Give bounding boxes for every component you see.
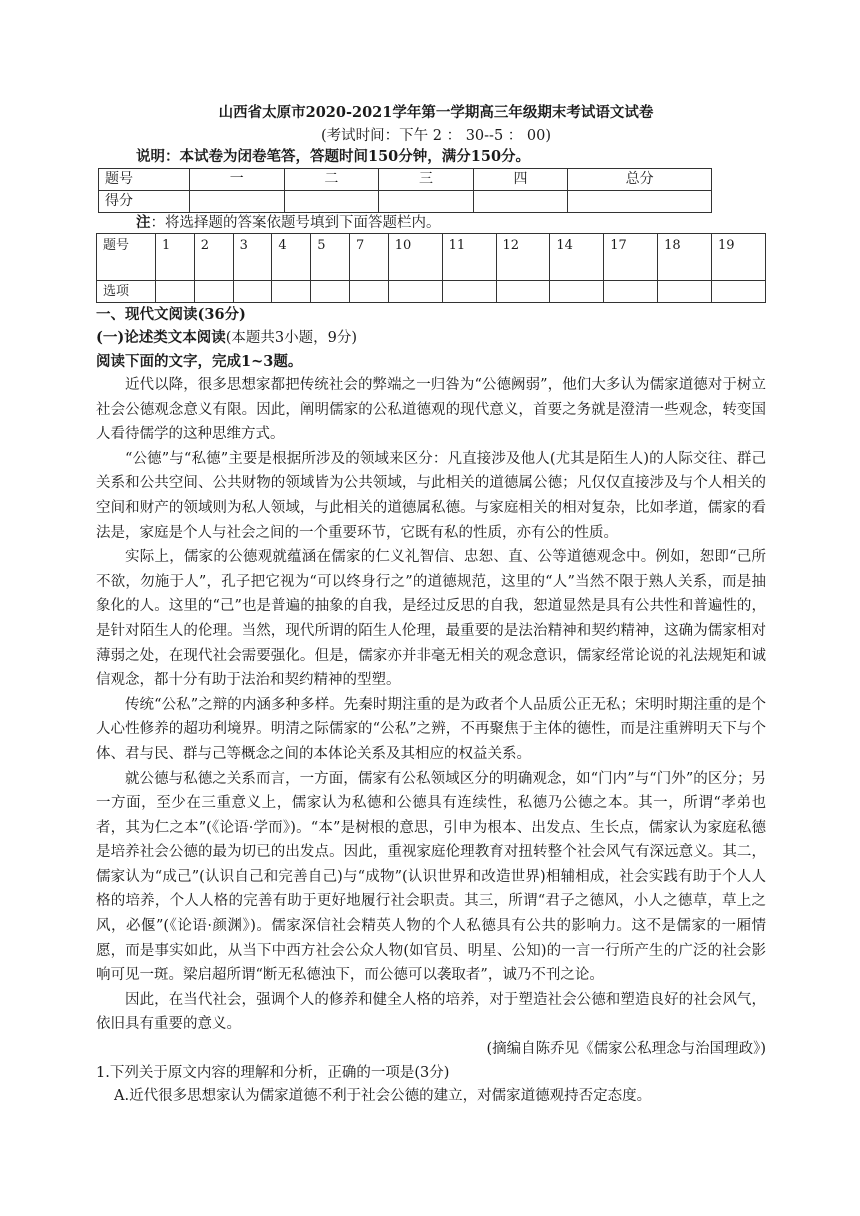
passage-paragraph: 因此，在当代社会，强调个人的修养和健全人格的培养，对于塑造社会公德和塑造良好的社会风气，依旧具有重要的意义。 — [96, 991, 766, 1033]
question-number-cell: 7 — [349, 234, 388, 281]
answer-cell[interactable] — [658, 281, 712, 303]
section-heading: 一、现代文阅读(36分) — [96, 306, 246, 323]
subsection-points: (本题共3小题，9分) — [225, 330, 357, 346]
answer-cell[interactable] — [388, 281, 442, 303]
passage-paragraph: 实际上，儒家的公德观就蕴涵在儒家的仁义礼智信、忠恕、直、公等道德观念中。例如，恕即“己所不欲，勿施于人”，孔子把它视为“可以终身行之”的道德规范，这里的“人”当然不限于熟人关系，而是抽象化的人。这里的“己”也是普遍的抽象的自我，是经过反思的自我，恕道显然是具有公共性和普遍性的，是针对陌生人的伦理。当然，现代所谓的陌生人伦理，最重要的是法治精神和契约精神，这确为儒家相对薄弱之处，在现代社会需要强化。但是，儒家亦并非毫无相关的观念意识，儒家经常论说的礼法规矩和诚信观念，都十分有助于法治和契约精神的型塑。 — [96, 549, 766, 689]
score-cell[interactable] — [473, 191, 568, 213]
score-header-cell: 题号 — [99, 169, 190, 191]
question-number-cell: 17 — [604, 234, 658, 281]
score-table-header-row — [99, 169, 712, 191]
reading-instruction: 阅读下面的文字，完成1~3题。 — [96, 353, 303, 370]
answer-cell[interactable] — [156, 281, 195, 303]
score-cell[interactable] — [284, 191, 379, 213]
question-option-a: A.近代很多思想家认为儒家道德不利于社会公德的建立，对儒家道德观持否定态度。 — [114, 1087, 652, 1104]
answer-cell[interactable] — [272, 281, 311, 303]
answer-note-text: ：将选择题的答案依题号填到下面答题栏内。 — [150, 215, 441, 231]
question-stem: 1.下列关于原文内容的理解和分析，正确的一项是(3分) — [96, 1064, 450, 1081]
answer-cell[interactable] — [604, 281, 658, 303]
passage-paragraph: 近代以降，很多思想家都把传统社会的弊端之一归咎为“公德阙弱”，他们大多认为儒家道德对于树立社会公德观念意义有限。因此，阐明儒家的公私道德观的现代意义，首要之务就是澄清一些观念，转变国人看待儒学的这种思维方式。 — [96, 377, 766, 443]
answer-table — [96, 233, 766, 303]
answer-table-option-row — [97, 281, 766, 303]
question-number-cell: 11 — [442, 234, 496, 281]
answer-row-label: 题号 — [97, 234, 156, 281]
score-header-cell: 总分 — [568, 169, 712, 191]
score-cell[interactable] — [379, 191, 474, 213]
score-header-cell: 四 — [473, 169, 568, 191]
subsection-title: (一)论述类文本阅读 — [96, 329, 226, 346]
exam-time: (考试时间：下午 2 ： 30--5 ： 00) — [320, 128, 551, 144]
question-number-cell: 14 — [550, 234, 604, 281]
answer-cell[interactable] — [442, 281, 496, 303]
answer-row-label: 选项 — [97, 281, 156, 303]
passage-paragraph: “公德”与“私德”主要是根据所涉及的领域来区分：凡直接涉及他人(尤其是陌生人)的人际交往、群己关系和公共空间、公共财物的领域皆为公共领域，与此相关的道德属公德；凡仅仅直接涉及与个人相关的空间和财产的领域则为私人领域，与此相关的道德属私德。与家庭相关的相对复杂，比如孝道，儒家的看法是，家庭是个人与社会之间的一个重要环节，它既有私的性质，亦有公的性质。 — [96, 450, 766, 541]
exam-page — [96, 100, 766, 1108]
answer-cell[interactable] — [311, 281, 350, 303]
question-number-cell: 18 — [658, 234, 712, 281]
exam-instructions: 说明：本试卷为闭卷笔答，答题时间150分钟，满分150分。 — [136, 148, 531, 165]
question-number-cell: 3 — [233, 234, 272, 281]
question-number-cell: 19 — [712, 234, 766, 281]
subsection-heading — [96, 326, 766, 350]
question-number-cell: 4 — [272, 234, 311, 281]
answer-cell[interactable] — [712, 281, 766, 303]
score-cell[interactable] — [190, 191, 285, 213]
question-number-cell: 12 — [496, 234, 550, 281]
score-table-score-row — [99, 191, 712, 213]
score-header-cell: 一 — [190, 169, 285, 191]
question-number-cell: 1 — [156, 234, 195, 281]
answer-cell[interactable] — [194, 281, 233, 303]
score-header-cell: 三 — [379, 169, 474, 191]
passage-paragraph: 就公德与私德之关系而言，一方面，儒家有公私领域区分的明确观念，如“门内”与“门外”的区分；另一方面，至少在三重意义上，儒家认为私德和公德具有连续性，私德乃公德之本。其一，所谓“孝弟也者，其为仁之本”(《论语·学而》)。“本”是树根的意思，引申为根本、出发点、生长点，儒家认为家庭私德是培养社会公德的最为切已的出发点。因此，重视家庭伦理教育对扭转整个社会风气有深远意义。其二，儒家认为“成己”(认识自己和完善自己)与“成物”(认识世界和改造世界)相辅相成，社会实践有助于个人人格的培养，个人人格的完善有助于更好地履行社会职责。其三，所谓“君子之德风，小人之德草，草上之风，必偃”(《论语·颜渊》)。儒家深信社会精英人物的个人私德具有公共的影响力。这不是儒家的一厢情愿，而是事实如此，从当下中西方社会公众人物(如官员、明星、公知)的一言一行所产生的广泛的社会影响可见一斑。梁启超所谓“断无私德浊下，而公德可以袭取者”，诚乃不刊之论。 — [96, 770, 766, 984]
answer-note-label: 注 — [136, 214, 151, 231]
passage-source: (摘编自陈乔见《儒家公私理念与治国理政》) — [486, 1041, 766, 1058]
exam-title: 山西省太原市2020-2021学年第一学期高三年级期末考试语文试卷 — [218, 104, 654, 121]
score-row-label: 得分 — [99, 191, 190, 213]
answer-table-number-row — [97, 234, 766, 281]
question-number-cell: 5 — [311, 234, 350, 281]
score-cell[interactable] — [568, 191, 712, 213]
score-table — [98, 168, 712, 213]
passage-paragraph: 传统“公私”之辩的内涵多种多样。先秦时期注重的是为政者个人品质公正无私；宋明时期注重的是个人心性修养的超功利境界。明清之际儒家的“公私”之辨，不再聚焦于主体的德性，而是注重辨明天下与个体、君与民、群与己等概念之间的本体论关系及其相应的权益关系。 — [96, 696, 766, 762]
score-header-cell: 二 — [284, 169, 379, 191]
answer-note — [96, 213, 766, 233]
question-number-cell: 10 — [388, 234, 442, 281]
answer-cell[interactable] — [233, 281, 272, 303]
answer-cell[interactable] — [349, 281, 388, 303]
answer-cell[interactable] — [550, 281, 604, 303]
question-number-cell: 2 — [194, 234, 233, 281]
answer-cell[interactable] — [496, 281, 550, 303]
